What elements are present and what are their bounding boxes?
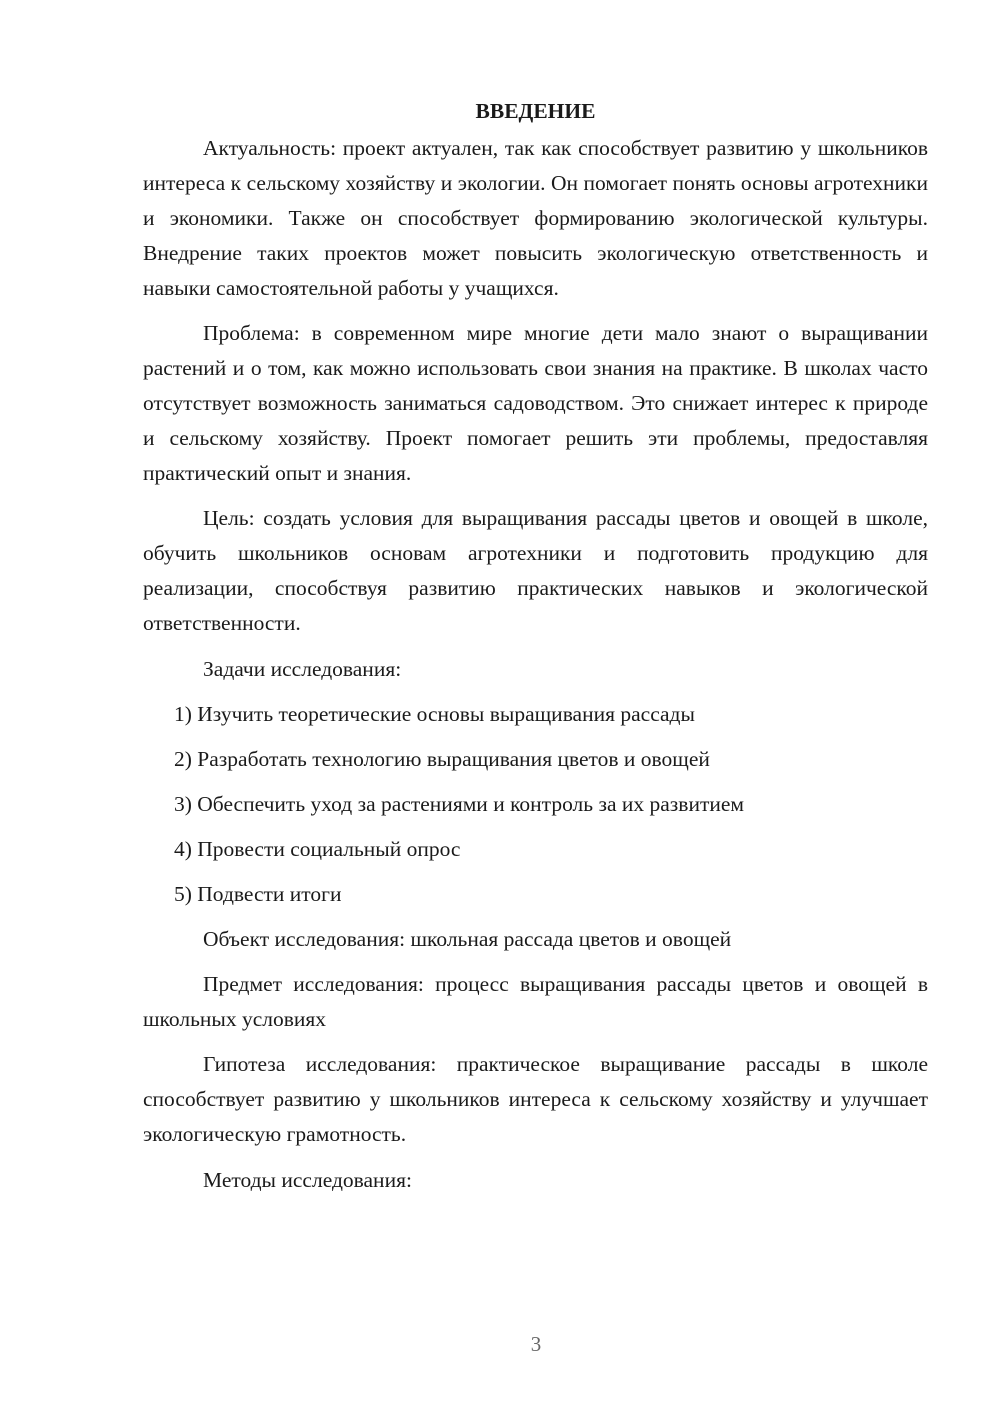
problem-paragraph: Проблема: в современном мире многие дети мало знают о выращивании растений и о том, как можно использовать свои знания на практике. В школах часто отсутствует возможность заниматься садоводством. Это снижает интерес к природе и сельскому хозяйству. Проект помогает решить эти проблемы, предоставляя практический опыт и знания. [143, 321, 928, 485]
methods-label: Методы исследования: [203, 1168, 412, 1192]
goal-paragraph: Цель: создать условия для выращивания рассады цветов и овощей в школе, обучить школьников основам агротехники и подготовить продукцию для реализации, способствуя развитию практических навыков и экологической ответственности. [143, 506, 928, 635]
tasks-label: Задачи исследования: [203, 657, 402, 681]
tasks-list [143, 697, 928, 912]
section-heading: ВВЕДЕНИЕ [475, 99, 596, 123]
task-item: 3) Обеспечить уход за растениями и контроль за их развитием [174, 792, 745, 816]
document-page [143, 96, 928, 1198]
relevance-paragraph: Актуальность: проект актуален, так как способствует развитию у школьников интереса к сельскому хозяйству и экологии. Он помогает понять основы агротехники и экономики. Также он способствует формированию экологической культуры. Внедрение таких проектов может повысить экологическую ответственность и навыки самостоятельной работы у учащихся. [143, 136, 928, 300]
page-number: 3 [530, 1332, 542, 1356]
task-item: 4) Провести социальный опрос [174, 837, 461, 861]
subject-paragraph: Предмет исследования: процесс выращивания рассады цветов и овощей в школьных условиях [143, 972, 928, 1031]
task-item: 1) Изучить теоретические основы выращивания рассады [174, 702, 695, 726]
task-item: 2) Разработать технологию выращивания цветов и овощей [174, 747, 710, 771]
hypothesis-paragraph: Гипотеза исследования: практическое выращивание рассады в школе способствует развитию у школьников интереса к сельскому хозяйству и улучшает экологическую грамотность. [143, 1052, 928, 1146]
object-paragraph: Объект исследования: школьная рассада цветов и овощей [203, 927, 732, 951]
task-item: 5) Подвести итоги [174, 882, 342, 906]
